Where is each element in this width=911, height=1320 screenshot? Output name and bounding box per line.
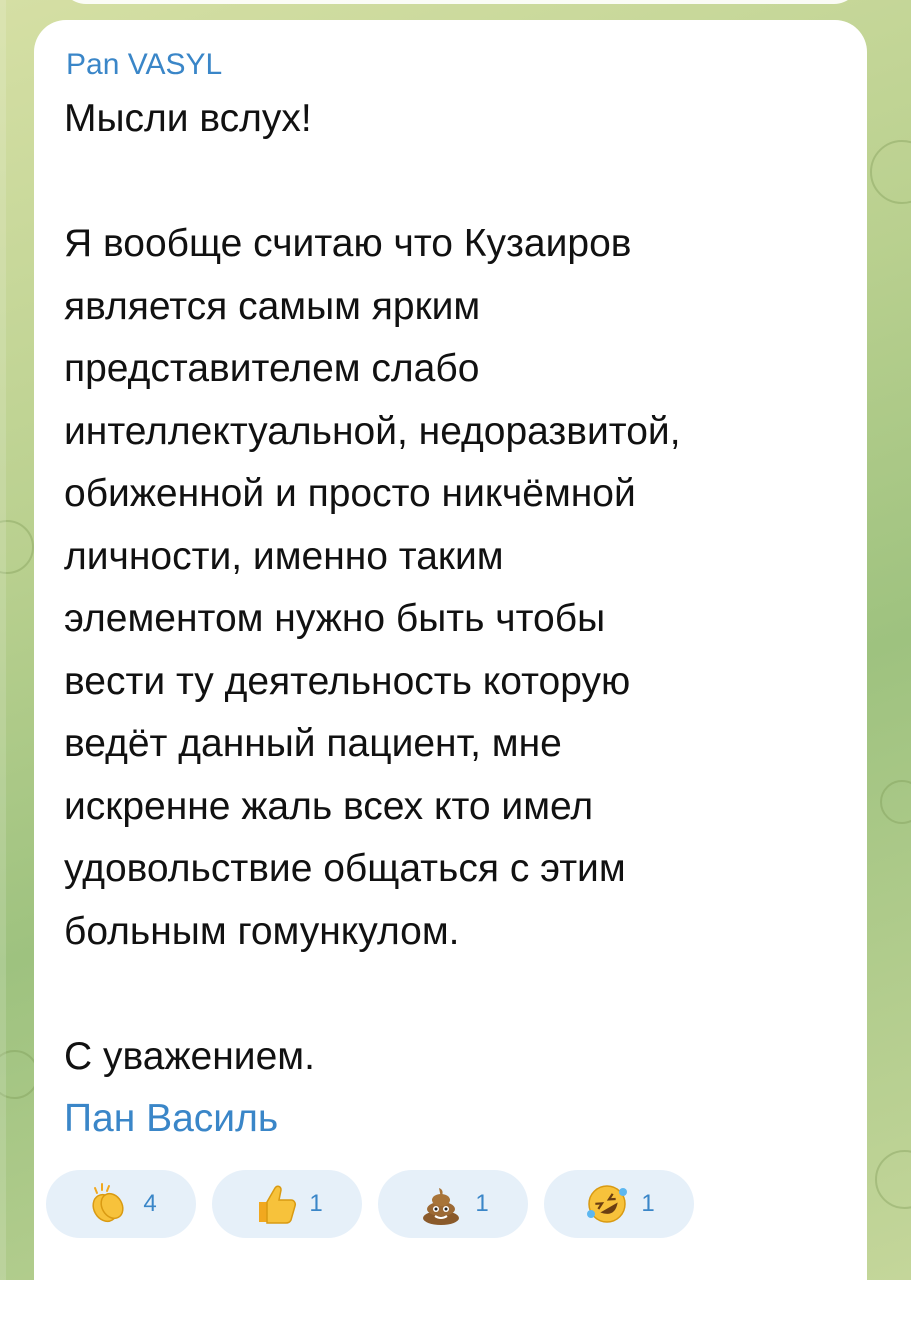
wallpaper-doodle	[880, 780, 911, 824]
message-line: искренне жаль всех кто имел	[64, 784, 594, 828]
message-line: личности, именно таким	[64, 534, 504, 578]
message-text	[64, 88, 837, 1151]
reaction-thumbs-up[interactable]	[212, 1170, 362, 1238]
paragraph-gap	[64, 151, 837, 214]
clapping-hands-icon	[85, 1180, 133, 1228]
message-line: элементом нужно быть чтобы	[64, 597, 606, 640]
message-line: Я вообще считаю что Кузаиров	[64, 222, 632, 265]
message-bubble[interactable]	[34, 20, 867, 1320]
message-line: ведёт данный пациент, мне	[64, 722, 562, 765]
reactions-bar	[46, 1170, 694, 1238]
thumbs-up-icon	[251, 1180, 299, 1228]
wallpaper-doodle	[875, 1150, 911, 1209]
message-closing: С уважением.	[64, 1034, 315, 1078]
reaction-clapping-hands[interactable]	[46, 1170, 196, 1238]
previous-message-bubble	[60, 0, 860, 4]
message-line: обиженной и просто никчёмной	[64, 472, 636, 515]
message-line: представителем слабо	[64, 347, 480, 390]
rolling-on-floor-laughing-icon	[583, 1180, 631, 1228]
reaction-rolling-laughing[interactable]	[544, 1170, 694, 1238]
reaction-count: 1	[309, 1190, 323, 1217]
message-line: больным гомункулом.	[64, 909, 460, 953]
message-line: является самым ярким	[64, 284, 481, 328]
left-edge	[0, 0, 6, 1280]
reaction-count: 4	[143, 1190, 157, 1217]
paragraph-gap	[64, 963, 837, 1026]
message-line: удовольствие общаться с этим	[64, 847, 626, 890]
reaction-count: 1	[641, 1190, 655, 1217]
sender-name[interactable]: Pan VASYL	[66, 48, 223, 81]
reaction-pile-of-poo[interactable]	[378, 1170, 528, 1238]
message-title-line: Мысли вслух!	[64, 97, 312, 140]
wallpaper-doodle	[870, 140, 911, 204]
message-signature: Пан Василь	[64, 1097, 279, 1140]
message-line: интеллектуальной, недоразвитой,	[64, 409, 681, 453]
reaction-count: 1	[475, 1190, 489, 1217]
message-line: вести ту деятельность которую	[64, 659, 631, 703]
pile-of-poo-icon	[417, 1180, 465, 1228]
